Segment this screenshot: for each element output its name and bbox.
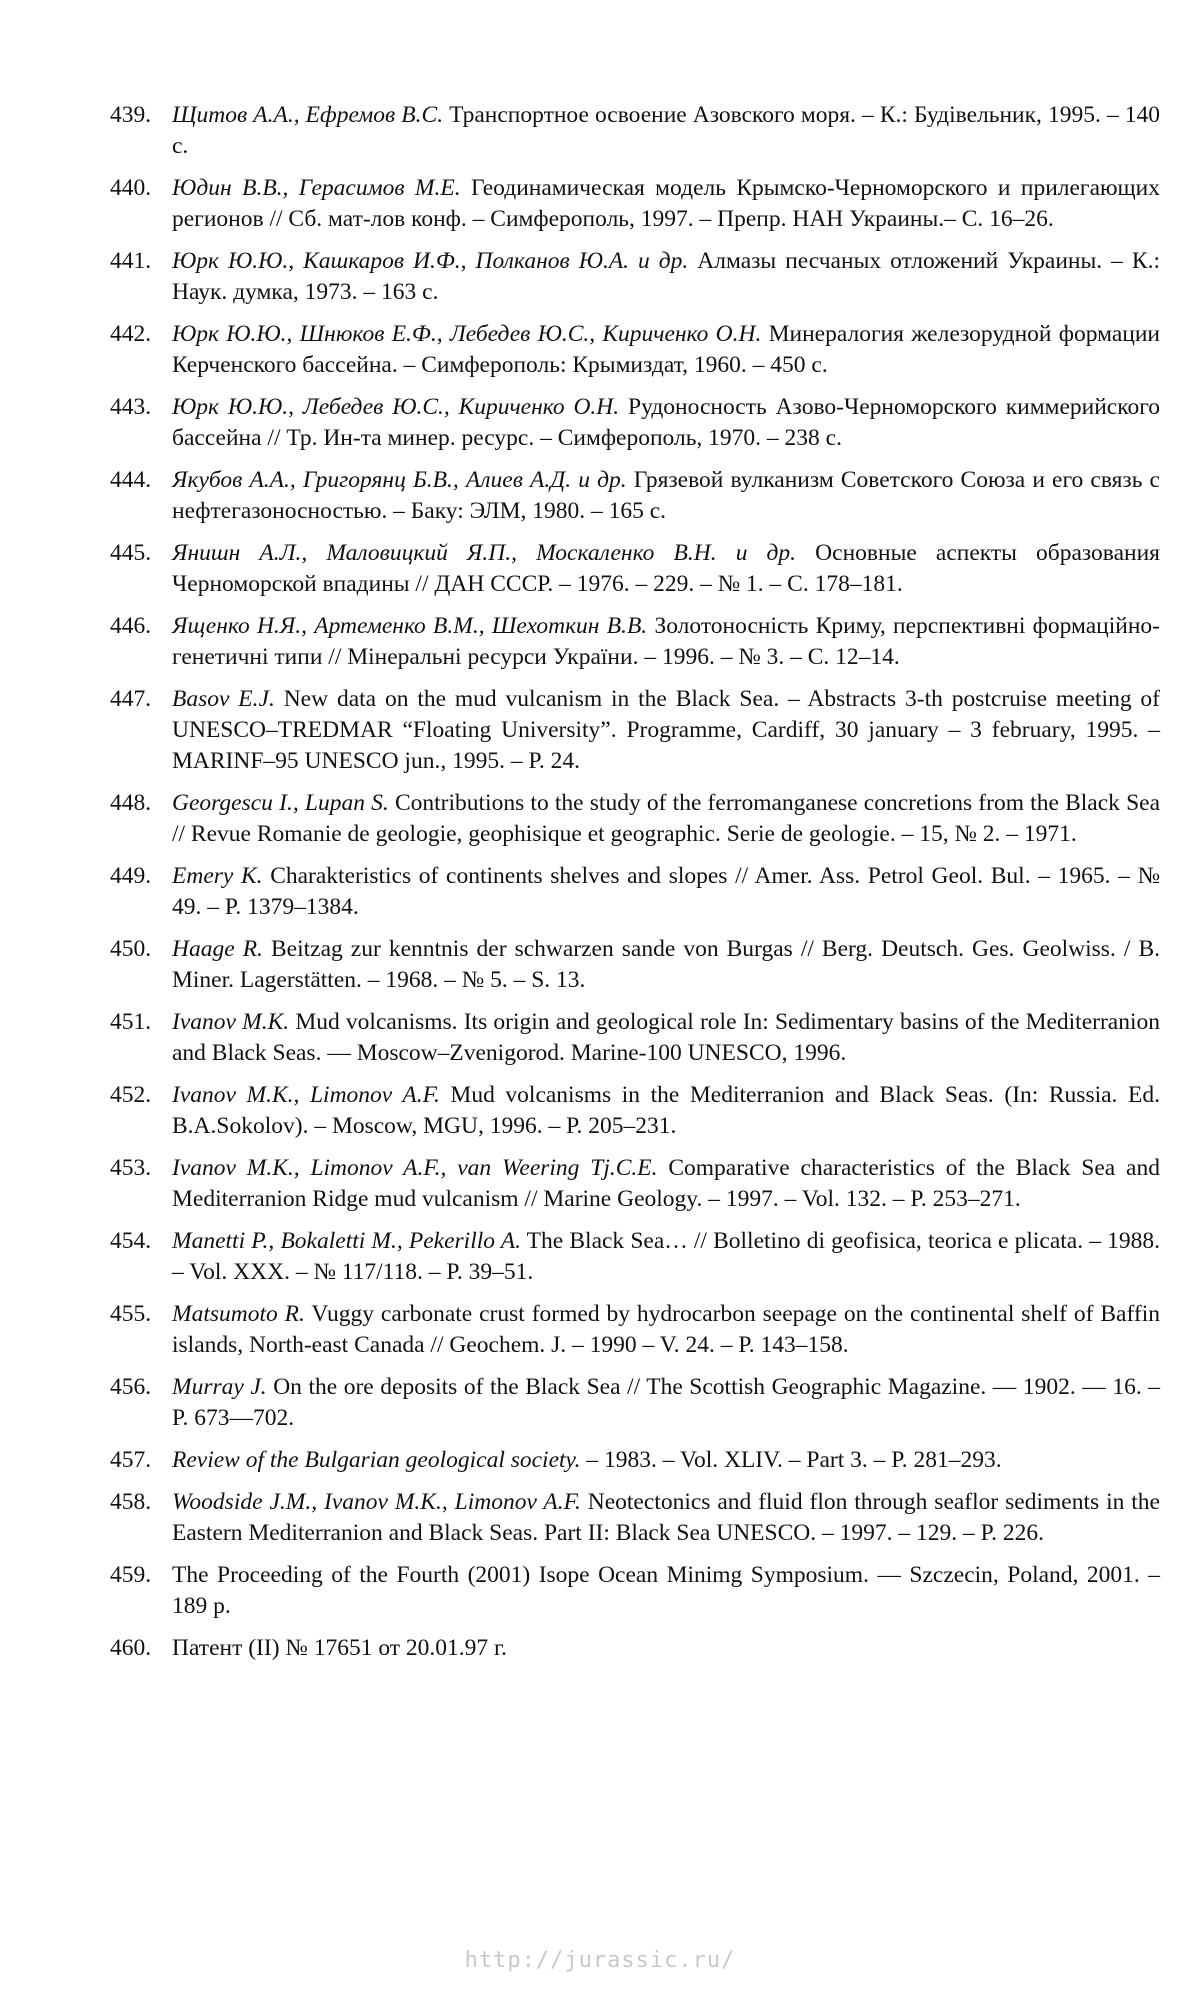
reference-entry bbox=[110, 1299, 1160, 1361]
entry-number: 445. bbox=[110, 540, 152, 566]
reference-entry bbox=[110, 861, 1160, 923]
entry-number: 459. bbox=[110, 1562, 152, 1588]
entry-authors: Ivanov M.K. bbox=[172, 1009, 290, 1035]
entry-text: Минералогия железорудной формации Керченского бассейна. – Симферополь: Крымиздат, 1960. – 450 с. bbox=[172, 321, 1161, 378]
entry-number: 458. bbox=[110, 1489, 152, 1515]
reference-entry bbox=[110, 538, 1160, 600]
entry-authors: Georgescu I., Lupan S. bbox=[172, 790, 389, 816]
watermark-url: http://jurassic.ru/ bbox=[464, 1948, 736, 1973]
entry-number: 460. bbox=[110, 1635, 152, 1661]
reference-entry bbox=[110, 934, 1160, 996]
reference-entry bbox=[110, 173, 1160, 235]
entry-text: Mud volcanisms. Its origin and geological role In: Sedimentary basins of the Mediterranion and Black Seas. — Moscow–Zvenigorod. Marine-100 UNESCO, 1996. bbox=[172, 1009, 1161, 1066]
reference-entry bbox=[110, 246, 1160, 308]
entry-text: The Proceeding of the Fourth (2001) Isope Ocean Minimg Symposium. — Szczecin, Poland, 2001. – 189 p. bbox=[172, 1562, 1160, 1619]
entry-number: 439. bbox=[110, 102, 152, 128]
entry-number: 441. bbox=[110, 248, 152, 274]
entry-text: Золотоносність Криму, перспективні формаційно-генетичні типи // Мінеральні ресурси України. – 1996. – № 3. – С. 12–14. bbox=[172, 613, 1161, 670]
reference-entry bbox=[110, 1560, 1160, 1622]
reference-entry bbox=[110, 1487, 1160, 1549]
entry-authors: Matsumoto R. bbox=[172, 1301, 305, 1327]
reference-list bbox=[110, 100, 1160, 1675]
reference-entry bbox=[110, 319, 1160, 381]
entry-number: 442. bbox=[110, 321, 152, 347]
entry-text: Алмазы песчаных отложений Украины. – К.: Наук. думка, 1973. – 163 с. bbox=[172, 248, 1160, 305]
entry-text: Beitzag zur kenntnis der schwarzen sande von Burgas // Berg. Deutsch. Ges. Geolwiss. / B. Miner. Lagerstätten. – 1968. – № 5. – S. 13. bbox=[172, 936, 1160, 993]
entry-authors: Emery K. bbox=[172, 863, 263, 889]
entry-number: 451. bbox=[110, 1009, 152, 1035]
reference-entry bbox=[110, 684, 1160, 777]
entry-number: 448. bbox=[110, 790, 152, 816]
entry-number: 456. bbox=[110, 1374, 152, 1400]
reference-entry bbox=[110, 1080, 1160, 1142]
reference-entry bbox=[110, 465, 1160, 527]
entry-number: 446. bbox=[110, 613, 152, 639]
entry-number: 440. bbox=[110, 175, 152, 201]
reference-entry bbox=[110, 100, 1160, 162]
entry-text: – 1983. – Vol. XLIV. – Part 3. – P. 281–293. bbox=[580, 1447, 1002, 1473]
entry-number: 452. bbox=[110, 1082, 152, 1108]
entry-text: Contributions to the study of the ferromanganese concretions from the Black Sea // Revue Romanie de geologie, geophisique et geographic. Serie de geologie. – 15, № 2. – 1971. bbox=[172, 790, 1161, 847]
entry-authors: Manetti P., Bokaletti M., Pekerillo A. bbox=[172, 1228, 521, 1254]
reference-entry bbox=[110, 1153, 1160, 1215]
reference-entry bbox=[110, 788, 1160, 850]
entry-number: 444. bbox=[110, 467, 152, 493]
entry-text: Грязевой вулканизм Советского Союза и его связь с нефтегазоносностью. – Баку: ЭЛМ, 1980. – 165 с. bbox=[172, 467, 1160, 524]
reference-entry bbox=[110, 1007, 1160, 1069]
reference-entry bbox=[110, 392, 1160, 454]
entry-number: 450. bbox=[110, 936, 152, 962]
entry-authors: Basov E.J. bbox=[172, 686, 275, 712]
entry-authors: Woodside J.M., Ivanov M.K., Limonov A.F. bbox=[172, 1489, 581, 1515]
entry-authors: Якубов А.А., Григорянц Б.В., Алиев А.Д. и др. bbox=[172, 467, 627, 493]
entry-number: 453. bbox=[110, 1155, 152, 1181]
reference-entry bbox=[110, 1372, 1160, 1434]
entry-authors: Haage R. bbox=[172, 936, 263, 962]
entry-text: Рудоносность Азово-Черноморского киммерийского бассейна // Тр. Ин-та минер. ресурс. – Симферополь, 1970. – 238 с. bbox=[172, 394, 1160, 451]
entry-authors: Review of the Bulgarian geological society. bbox=[172, 1447, 581, 1473]
entry-number: 449. bbox=[110, 863, 152, 889]
entry-text: Геодинамическая модель Крымско-Черноморского и прилегающих регионов // Сб. мат-лов конф. – Симферополь, 1997. – Препр. НАН Украины.– С. 16–26. bbox=[172, 175, 1160, 232]
reference-entry bbox=[110, 611, 1160, 673]
reference-entry bbox=[110, 1226, 1160, 1288]
entry-authors: Юрк Ю.Ю., Шнюков Е.Ф., Лебедев Ю.С., Кириченко О.Н. bbox=[172, 321, 762, 347]
reference-entry bbox=[110, 1633, 1160, 1664]
reference-entry bbox=[110, 1445, 1160, 1476]
entry-number: 455. bbox=[110, 1301, 152, 1327]
entry-authors: Murray J. bbox=[172, 1374, 267, 1400]
entry-number: 454. bbox=[110, 1228, 152, 1254]
entry-authors: Ivanov M.K., Limonov A.F. bbox=[172, 1082, 440, 1108]
entry-text: Основные аспекты образования Черноморской впадины // ДАН СССР. – 1976. – 229. – № 1. – С. 178–181. bbox=[172, 540, 1160, 597]
entry-authors: Янишн А.Л., Маловицкий Я.П., Москаленко В.Н. и др. bbox=[172, 540, 797, 566]
entry-authors: Щитов А.А., Ефремов В.С. bbox=[172, 102, 444, 128]
entry-authors: Ященко Н.Я., Артеменко В.М., Шехоткин В.В. bbox=[172, 613, 648, 639]
entry-text: The Black Sea… // Bolletino di geofisica, teorica e plicata. – 1988. – Vol. XXX. – № 117/118. – P. 39–51. bbox=[172, 1228, 1160, 1285]
entry-number: 443. bbox=[110, 394, 152, 420]
entry-text: Транспортное освоение Азовского моря. – К.: Будівельник, 1995. – 140 с. bbox=[172, 102, 1160, 159]
entry-number: 447. bbox=[110, 686, 152, 712]
entry-authors: Юдин В.В., Герасимов М.Е. bbox=[172, 175, 461, 201]
entry-authors: Юрк Ю.Ю., Кашкаров И.Ф., Полканов Ю.А. и др. bbox=[172, 248, 689, 274]
entry-number: 457. bbox=[110, 1447, 152, 1473]
entry-text: Vuggy carbonate crust formed by hydrocarbon seepage on the continental shelf of Baffin islands, North-east Canada // Geochem. J. – 1990 – V. 24. – P. 143–158. bbox=[172, 1301, 1160, 1358]
entry-text: New data on the mud vulcanism in the Black Sea. – Abstracts 3-th postcruise meeting of UNESCO–TREDMAR “Floating University”. Programme, Cardiff, 30 january – 3 february, 1995. – MARINF–95 UNESCO jun., 1995. – P. 24. bbox=[172, 686, 1161, 774]
entry-authors: Ivanov M.K., Limonov A.F., van Weering Tj.C.E. bbox=[172, 1155, 658, 1181]
entry-authors: Юрк Ю.Ю., Лебедев Ю.С., Кириченко О.Н. bbox=[172, 394, 620, 420]
entry-text: Патент (II) № 17651 от 20.01.97 г. bbox=[172, 1635, 507, 1661]
entry-text: Comparative characteristics of the Black Sea and Mediterranion Ridge mud vulcanism // Marine Geology. – 1997. – Vol. 132. – P. 253–271. bbox=[172, 1155, 1160, 1212]
entry-text: Neotectonics and fluid flon through seaflor sediments in the Eastern Mediterranion and Black Seas. Part II: Black Sea UNESCO. – 1997. – 129. – P. 226. bbox=[172, 1489, 1160, 1546]
entry-text: Mud volcanisms in the Mediterranion and Black Seas. (In: Russia. Ed. B.A.Sokolov). – Moscow, MGU, 1996. – P. 205–231. bbox=[172, 1082, 1161, 1139]
entry-text: Charakteristics of continents shelves and slopes // Amer. Ass. Petrol Geol. Bul. – 1965. – № 49. – P. 1379–1384. bbox=[172, 863, 1161, 920]
entry-text: On the ore deposits of the Black Sea // The Scottish Geographic Magazine. — 1902. — 16. – P. 673—702. bbox=[172, 1374, 1160, 1431]
